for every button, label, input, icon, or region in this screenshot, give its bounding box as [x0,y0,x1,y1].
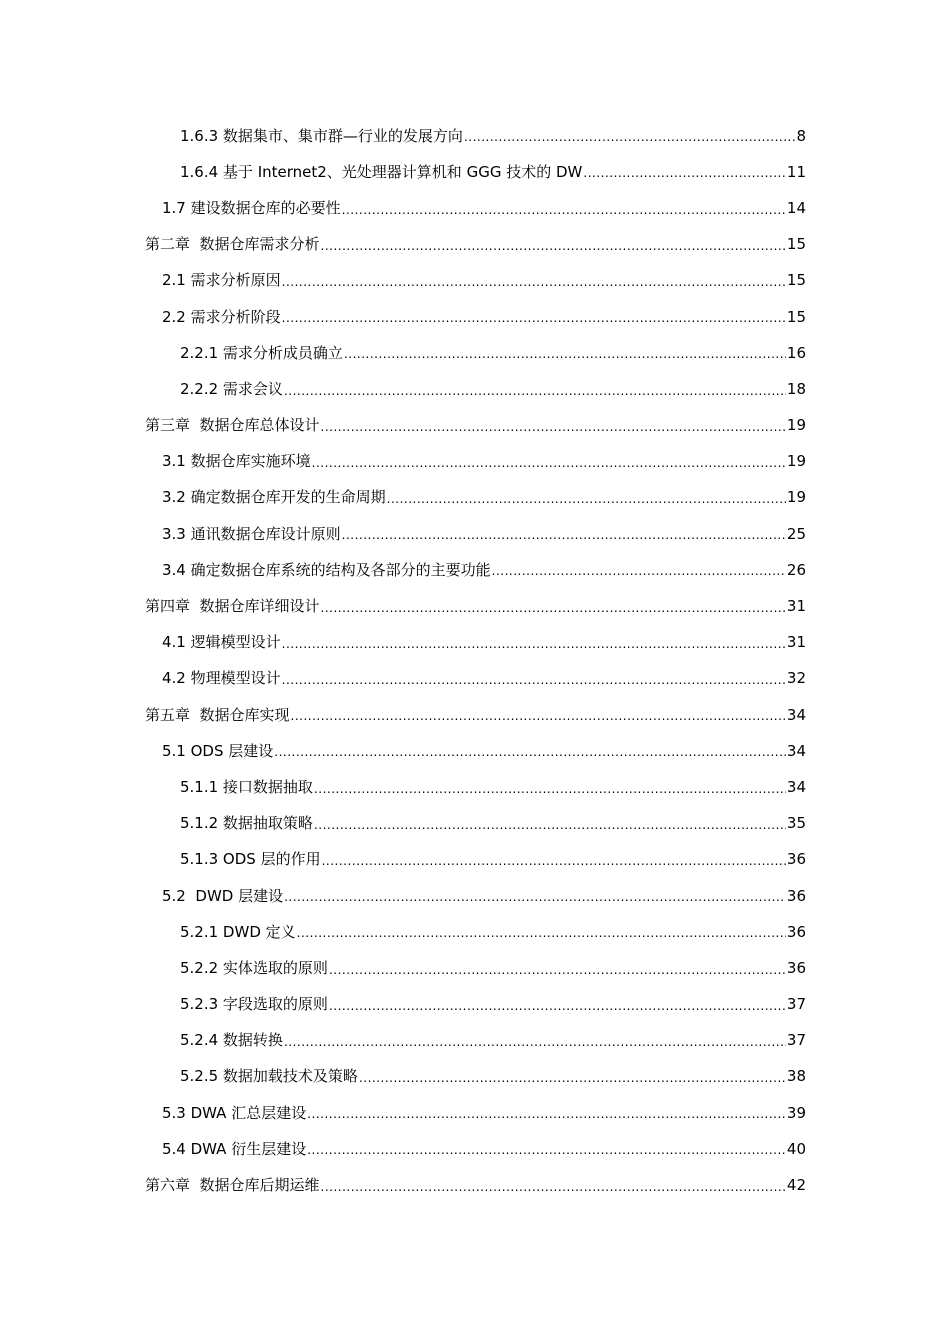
toc-page-number: 11 [786,162,806,181]
toc-entry-title: 第二章 数据仓库需求分析 [145,235,320,254]
toc-section-entry[interactable] [0,190,950,226]
toc-dot-leader [322,855,786,878]
toc-entry-title: 3.4 确定数据仓库系统的结构及各部分的主要功能 [162,560,491,579]
toc-dot-leader [314,819,786,842]
toc-page-number: 31 [786,597,806,616]
toc-page-number: 36 [786,886,806,905]
toc-entry-title: 5.1.1 接口数据抽取 [180,777,313,796]
toc-entry-title: 5.3 DWA 汇总层建设 [162,1103,307,1122]
toc-dot-leader [297,927,786,950]
toc-page-number: 19 [786,452,806,471]
toc-page-number: 37 [786,1031,806,1050]
toc-entry-title: 5.1 ODS 层建设 [162,741,274,760]
toc-dot-leader [307,1108,786,1131]
toc-entry-title: 第五章 数据仓库实现 [145,705,290,724]
toc-dot-leader [583,167,786,190]
toc-chapter-entry[interactable] [0,697,950,733]
toc-entry-title: 2.1 需求分析原因 [162,271,281,290]
toc-page-number: 15 [786,307,806,326]
toc-entry-title: 5.2.4 数据转换 [180,1031,283,1050]
toc-page-number: 14 [786,198,806,217]
toc-page-number: 25 [786,524,806,543]
toc-dot-leader [321,602,786,625]
toc-dot-leader [344,348,786,371]
toc-section-entry[interactable] [0,335,950,371]
toc-page-number: 26 [786,560,806,579]
toc-section-entry[interactable] [0,1131,950,1167]
toc-page-number: 19 [786,488,806,507]
toc-dot-leader [314,783,786,806]
toc-entry-title: 5.2.2 实体选取的原则 [180,958,328,977]
toc-page-number: 34 [786,777,806,796]
toc-entry-title: 第三章 数据仓库总体设计 [145,416,320,435]
toc-dot-leader [387,493,786,516]
toc-section-entry[interactable] [0,806,950,842]
toc-section-entry[interactable] [0,661,950,697]
toc-dot-leader [329,1000,786,1023]
toc-entry-title: 5.4 DWA 衍生层建设 [162,1139,307,1158]
toc-entry-title: 第六章 数据仓库后期运维 [145,1176,320,1195]
toc-dot-leader [492,565,786,588]
toc-section-entry[interactable] [0,371,950,407]
toc-section-entry[interactable] [0,878,950,914]
toc-dot-leader [284,891,786,914]
toc-dot-leader [342,204,786,227]
toc-page-number: 18 [786,379,806,398]
toc-chapter-entry[interactable] [0,227,950,263]
toc-page-number: 34 [786,705,806,724]
toc-page-number: 15 [786,235,806,254]
toc-page-number: 39 [786,1103,806,1122]
toc-page-number: 34 [786,741,806,760]
toc-entry-title: 5.2.1 DWD 定义 [180,922,296,941]
toc-entry-title: 5.1.3 ODS 层的作用 [180,850,321,869]
toc-section-entry[interactable] [0,480,950,516]
toc-entry-title: 5.2.3 字段选取的原则 [180,995,328,1014]
toc-entry-title: 5.2.5 数据加载技术及策略 [180,1067,358,1086]
toc-dot-leader [464,131,796,154]
toc-dot-leader [321,421,786,444]
toc-dot-leader [321,1181,786,1204]
toc-chapter-entry[interactable] [0,588,950,624]
toc-page-number: 38 [786,1067,806,1086]
toc-section-entry[interactable] [0,842,950,878]
toc-section-entry[interactable] [0,299,950,335]
toc-section-entry[interactable] [0,1023,950,1059]
toc-entry-title: 4.1 逻辑模型设计 [162,633,281,652]
toc-page-number: 40 [786,1139,806,1158]
toc-section-entry[interactable] [0,950,950,986]
toc-entry-title: 3.2 确定数据仓库开发的生命周期 [162,488,386,507]
toc-page-number: 16 [786,343,806,362]
toc-dot-leader [282,674,786,697]
toc-entry-title: 5.1.2 数据抽取策略 [180,814,313,833]
toc-page-number: 31 [786,633,806,652]
toc-page-number: 42 [786,1176,806,1195]
toc-section-entry[interactable] [0,987,950,1023]
toc-dot-leader [274,746,786,769]
toc-entry-title: 4.2 物理模型设计 [162,669,281,688]
toc-dot-leader [359,1072,786,1095]
toc-page-number: 35 [786,814,806,833]
toc-section-entry[interactable] [0,1095,950,1131]
toc-section-entry[interactable] [0,118,950,154]
toc-dot-leader [291,710,786,733]
table-of-contents [0,118,950,1204]
toc-entry-title: 1.7 建设数据仓库的必要性 [162,198,341,217]
toc-dot-leader [282,276,786,299]
toc-dot-leader [307,1144,786,1167]
toc-entry-title: 3.1 数据仓库实施环境 [162,452,311,471]
toc-section-entry[interactable] [0,1059,950,1095]
toc-entry-title: 1.6.4 基于 Internet2、光处理器计算机和 GGG 技术的 DW [180,162,583,181]
toc-dot-leader [321,240,786,263]
toc-dot-leader [284,1036,786,1059]
toc-chapter-entry[interactable] [0,1167,950,1203]
toc-dot-leader [329,964,786,987]
toc-section-entry[interactable] [0,769,950,805]
toc-chapter-entry[interactable] [0,408,950,444]
toc-dot-leader [312,457,786,480]
toc-entry-title: 2.2 需求分析阶段 [162,307,281,326]
toc-entry-title: 2.2.2 需求会议 [180,379,283,398]
toc-page-number: 36 [786,850,806,869]
toc-page-number: 32 [786,669,806,688]
toc-entry-title: 5.2 DWD 层建设 [162,886,284,905]
toc-page-number: 36 [786,958,806,977]
toc-section-entry[interactable] [0,263,950,299]
toc-dot-leader [282,312,786,335]
toc-page-number: 37 [786,995,806,1014]
toc-dot-leader [282,638,786,661]
toc-section-entry[interactable] [0,516,950,552]
toc-page-number: 36 [786,922,806,941]
toc-entry-title: 1.6.3 数据集市、集市群—行业的发展方向 [180,126,463,145]
toc-section-entry[interactable] [0,444,950,480]
toc-dot-leader [342,529,786,552]
toc-section-entry[interactable] [0,733,950,769]
toc-entry-title: 第四章 数据仓库详细设计 [145,597,320,616]
toc-section-entry[interactable] [0,625,950,661]
toc-section-entry[interactable] [0,914,950,950]
toc-page-number: 15 [786,271,806,290]
toc-page-number: 8 [796,126,806,145]
toc-entry-title: 2.2.1 需求分析成员确立 [180,343,343,362]
toc-page-number: 19 [786,416,806,435]
toc-entry-title: 3.3 通讯数据仓库设计原则 [162,524,341,543]
toc-dot-leader [284,385,786,408]
toc-section-entry[interactable] [0,552,950,588]
toc-section-entry[interactable] [0,154,950,190]
